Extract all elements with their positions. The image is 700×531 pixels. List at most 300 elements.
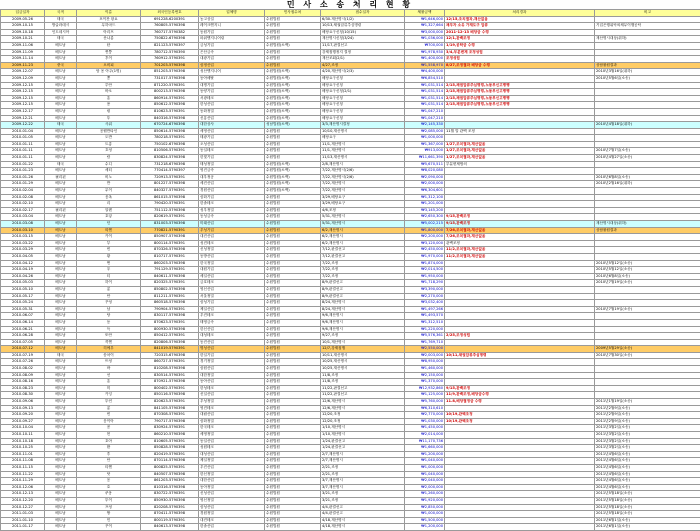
table-row[interactable]	[1, 260, 700, 267]
cell-date[interactable]: 2010-11-29	[1, 478, 45, 485]
cell-progress[interactable]: 3/4,부분변제 조정성립	[445, 49, 595, 56]
cell-progress[interactable]: 11/2,조치결과,재산없음	[445, 247, 595, 254]
cell-recv[interactable]: 1/10,재산명시	[321, 425, 405, 432]
cell-recv[interactable]: 1/10,재산명시	[321, 432, 405, 439]
cell-reg[interactable]: 840613-5790398	[141, 524, 199, 531]
cell-company[interactable]: 삼화정밀	[199, 418, 265, 425]
cell-nat[interactable]: 베트남	[45, 201, 77, 208]
cell-note[interactable]: 2011년5월18일(소송)	[595, 504, 700, 511]
cell-name[interactable]: 히에우	[77, 346, 141, 353]
column-header[interactable]: 업체명	[199, 10, 265, 17]
cell-progress[interactable]: 1/27,조치결과,재산없음	[445, 148, 595, 155]
cell-progress[interactable]	[445, 122, 595, 129]
table-row[interactable]	[1, 23, 700, 30]
cell-reg[interactable]: 720913-5790391	[141, 174, 199, 181]
table-row[interactable]	[1, 253, 700, 260]
cell-progress[interactable]: 채무자 소유 가재도구 압류	[445, 23, 595, 30]
cell-nat[interactable]: 베트남	[45, 392, 77, 399]
cell-recv[interactable]: 배당요구신청	[321, 102, 405, 109]
table-row[interactable]	[1, 300, 700, 307]
table-row[interactable]	[1, 517, 700, 524]
cell-date[interactable]: 2010-06-28	[1, 333, 45, 340]
cell-place[interactable]: 수원법원	[265, 504, 321, 511]
cell-recv[interactable]: 7/22,조정	[321, 273, 405, 280]
cell-note[interactable]	[595, 313, 700, 320]
column-header[interactable]: 민사접수처	[265, 10, 321, 17]
table-row[interactable]	[1, 352, 700, 359]
cell-reg[interactable]: 790904-5790391	[141, 306, 199, 313]
cell-note[interactable]: 2010년6월8일(소송)	[595, 273, 700, 280]
cell-recv[interactable]: 3/29,배당요구	[321, 194, 405, 201]
cell-recv[interactable]: 7/22,재산명시	[321, 181, 405, 188]
cell-recv[interactable]: 11/22,판결선고	[321, 392, 405, 399]
cell-progress[interactable]: 2/25,조정성립	[445, 333, 595, 340]
cell-company[interactable]: 레이크엔지니	[199, 23, 265, 30]
cell-nat[interactable]: 베트남	[45, 214, 77, 221]
cell-nat[interactable]: 베트남	[45, 359, 77, 366]
cell-amount[interactable]: ₩1,497,266	[405, 306, 445, 313]
cell-date[interactable]: 2009-10-18	[1, 29, 45, 36]
cell-company[interactable]: 세일산업	[199, 273, 265, 280]
cell-recv[interactable]: 2/8,재산명시	[321, 161, 405, 168]
cell-place[interactable]: 수원법원	[265, 366, 321, 373]
cell-name[interactable]: 끼엔	[77, 339, 141, 346]
cell-date[interactable]: 2010-08-23	[1, 385, 45, 392]
column-header[interactable]: 국적	[45, 10, 77, 17]
cell-nat[interactable]: 베트남	[45, 339, 77, 346]
cell-place[interactable]: 수원법원	[265, 306, 321, 313]
cell-name[interactable]: 탕	[77, 313, 141, 320]
cell-recv[interactable]: 6/2,재산명시	[321, 240, 405, 247]
cell-nat[interactable]: 베트남	[45, 412, 77, 419]
cell-nat[interactable]: 베트남	[45, 471, 77, 478]
cell-date[interactable]: 2010-09-27	[1, 418, 45, 425]
cell-company[interactable]: 서울정밀	[199, 293, 265, 300]
table-row[interactable]	[1, 108, 700, 115]
cell-date[interactable]: 2010-03-04	[1, 214, 45, 221]
cell-company[interactable]: 대한상사	[199, 122, 265, 129]
cell-name[interactable]: 안	[77, 458, 141, 465]
cell-place[interactable]: 수원법원	[265, 524, 321, 531]
cell-reg[interactable]: 791129-5790391	[141, 267, 199, 274]
cell-amount[interactable]: ₩1,660,000	[405, 445, 445, 452]
cell-reg[interactable]: 691228-6200391	[141, 16, 199, 23]
cell-name[interactable]: 바	[77, 366, 141, 373]
cell-amount[interactable]: ₩1,370,000	[405, 379, 445, 386]
cell-reg[interactable]: 830824-5790398	[141, 155, 199, 162]
cell-date[interactable]: 2010-08-09	[1, 372, 45, 379]
cell-nat[interactable]: 베트남	[45, 313, 77, 320]
cell-note[interactable]	[595, 293, 700, 300]
cell-recv[interactable]: 3/7,재산명시	[321, 478, 405, 485]
cell-note[interactable]	[595, 115, 700, 122]
cell-progress[interactable]	[445, 273, 595, 280]
cell-amount[interactable]: ₩1,031,514	[405, 102, 445, 109]
cell-company[interactable]: 한솔산업	[199, 524, 265, 531]
cell-nat[interactable]: 베트남	[45, 293, 77, 300]
cell-company[interactable]: 한빛기업	[199, 155, 265, 162]
cell-progress[interactable]: 2/15,채권압류추심명령,노동부신고병행	[445, 102, 595, 109]
column-header[interactable]: 처리경과	[445, 10, 595, 17]
cell-nat[interactable]: 베트남	[45, 366, 77, 373]
cell-reg[interactable]: 800930-5790398	[141, 326, 199, 333]
table-row[interactable]	[1, 214, 700, 221]
cell-progress[interactable]: 8/27,조정결과 배당금 수령	[445, 62, 595, 69]
table-row[interactable]	[1, 372, 700, 379]
cell-name[interactable]: 티	[77, 273, 141, 280]
cell-nat[interactable]: 태국	[45, 122, 77, 129]
cell-company[interactable]: 한일기업	[199, 352, 265, 359]
column-header[interactable]: 접수일자	[321, 10, 405, 17]
table-row[interactable]	[1, 168, 700, 175]
cell-name[interactable]: 롱	[77, 286, 141, 293]
cell-place[interactable]: 수원법원	[265, 319, 321, 326]
cell-date[interactable]: 2009-12-15	[1, 82, 45, 89]
cell-place[interactable]: 수원법원	[265, 128, 321, 135]
cell-recv[interactable]: 배당요구신청(2/1)	[321, 89, 405, 96]
cell-company[interactable]: 신일산업	[199, 392, 265, 399]
cell-note[interactable]	[595, 128, 700, 135]
cell-recv[interactable]: 11/22,판결선고	[321, 385, 405, 392]
cell-amount[interactable]: ₩2,270,000	[405, 293, 445, 300]
cell-reg[interactable]: 801227-5790398	[141, 181, 199, 188]
cell-amount[interactable]: ₩6,854,510	[405, 75, 445, 82]
cell-place[interactable]: 수원법원	[265, 471, 321, 478]
cell-amount[interactable]: ₩1,950,000	[405, 273, 445, 280]
cell-recv[interactable]: 8/24,재산명시	[321, 306, 405, 313]
cell-date[interactable]: 2010-02-10	[1, 201, 45, 208]
cell-company[interactable]: 세영정밀	[199, 432, 265, 439]
cell-progress[interactable]	[445, 194, 595, 201]
cell-amount[interactable]: ₩1,493,570	[405, 313, 445, 320]
cell-nat[interactable]: 베트남	[45, 234, 77, 241]
cell-name[interactable]: 딘	[77, 221, 141, 228]
cell-nat[interactable]: 베트남	[45, 306, 77, 313]
cell-date[interactable]: 2009-05-26	[1, 16, 45, 23]
cell-place[interactable]: 수원법원(소액)	[265, 181, 321, 188]
cell-reg[interactable]: 810623-5790391	[141, 108, 199, 115]
table-row[interactable]	[1, 221, 700, 228]
cell-company[interactable]: 동진산업	[199, 339, 265, 346]
cell-nat[interactable]: 베트남	[45, 168, 77, 175]
cell-progress[interactable]	[445, 438, 595, 445]
cell-nat[interactable]: 베트남	[45, 478, 77, 485]
cell-recv[interactable]: 9/6,재산명시	[321, 319, 405, 326]
table-row[interactable]	[1, 141, 700, 148]
cell-company[interactable]: 영진테크	[199, 405, 265, 412]
cell-progress[interactable]	[445, 188, 595, 195]
cell-place[interactable]: 수원법원	[265, 451, 321, 458]
cell-company[interactable]: 우성기업	[199, 227, 265, 234]
cell-nat[interactable]: 베트남	[45, 95, 77, 102]
cell-amount[interactable]: ₩1,367,000	[405, 141, 445, 148]
cell-name[interactable]: 탐 옹 아주(1명)	[77, 69, 141, 76]
cell-reg[interactable]: 870114-5790398	[141, 458, 199, 465]
cell-amount[interactable]: ₩1,978,930	[405, 49, 445, 56]
cell-company[interactable]: 한국테크	[199, 425, 265, 432]
cell-nat[interactable]: 베트남	[45, 484, 77, 491]
cell-reg[interactable]: 820325-5790391	[141, 280, 199, 287]
cell-date[interactable]: 2010-02-17	[1, 207, 45, 214]
cell-note[interactable]: 2011년6월1일(소송)	[595, 517, 700, 524]
table-row[interactable]	[1, 161, 700, 168]
cell-place[interactable]: 수원법원	[265, 379, 321, 386]
cell-name[interactable]: 흐엉	[77, 148, 141, 155]
cell-place[interactable]: 수원법원	[265, 399, 321, 406]
cell-date[interactable]: 2010-01-23	[1, 168, 45, 175]
cell-recv[interactable]: 배당요구신청(10/15)	[321, 29, 405, 36]
cell-progress[interactable]: 11.8,배당결정금 수령	[445, 399, 595, 406]
cell-recv[interactable]: 강제집행정지 결정	[321, 49, 405, 56]
cell-progress[interactable]: 12/15,조치결과,재산없음	[445, 16, 595, 23]
cell-place[interactable]: 수원법원(소액)	[265, 89, 321, 96]
cell-place[interactable]: 수원법원	[265, 497, 321, 504]
table-row[interactable]	[1, 339, 700, 346]
cell-amount[interactable]: ₩5,576,361	[405, 333, 445, 340]
cell-company[interactable]: 삼성산업	[199, 504, 265, 511]
cell-company[interactable]: 동일테크	[199, 148, 265, 155]
cell-progress[interactable]	[445, 326, 595, 333]
cell-date[interactable]: 2010-01-11	[1, 155, 45, 162]
cell-progress[interactable]	[445, 346, 595, 353]
cell-place[interactable]: 수원법원	[265, 49, 321, 56]
cell-amount[interactable]: ₩1,920,000	[405, 497, 445, 504]
cell-nat[interactable]: 베트남	[45, 108, 77, 115]
cell-date[interactable]: 2010-11-15	[1, 464, 45, 471]
cell-company[interactable]: 은산금속	[199, 49, 265, 56]
table-row[interactable]	[1, 148, 700, 155]
cell-note[interactable]: 2011년3월2일(소송)	[595, 432, 700, 439]
cell-reg[interactable]: 750102-6790398	[141, 141, 199, 148]
cell-name[interactable]: 오비피	[77, 62, 141, 69]
cell-nat[interactable]: 베트남	[45, 405, 77, 412]
cell-progress[interactable]	[445, 207, 595, 214]
cell-recv[interactable]: 1/24,판결선고	[321, 445, 405, 452]
cell-name[interactable]: 세티	[77, 168, 141, 175]
cell-note[interactable]	[595, 56, 700, 63]
cell-progress[interactable]: 1/19,공탁금 수령	[445, 42, 595, 49]
cell-nat[interactable]: 베트남	[45, 42, 77, 49]
cell-note[interactable]	[595, 201, 700, 208]
cell-place[interactable]: 수원법원	[265, 352, 321, 359]
cell-recv[interactable]: 11/1,재산명시	[321, 148, 405, 155]
cell-amount[interactable]: ₩1,040,000	[405, 458, 445, 465]
cell-date[interactable]: 2009-11-23	[1, 62, 45, 69]
table-row[interactable]	[1, 240, 700, 247]
cell-company[interactable]: 대광기업	[199, 56, 265, 63]
cell-nat[interactable]: 베트남	[45, 372, 77, 379]
cell-amount[interactable]: ₩2,200,000	[405, 234, 445, 241]
cell-company[interactable]: 영진금속	[199, 168, 265, 175]
cell-amount[interactable]: ₩1,718,290	[405, 280, 445, 287]
cell-company[interactable]: 동성금속	[199, 214, 265, 221]
cell-note[interactable]	[595, 247, 700, 254]
cell-amount[interactable]: ₩2,150,000	[405, 372, 445, 379]
cell-date[interactable]: 2010-01-26	[1, 174, 45, 181]
cell-note[interactable]	[595, 95, 700, 102]
cell-company[interactable]: 대원기업	[199, 267, 265, 274]
cell-date[interactable]: 2010-08-16	[1, 379, 45, 386]
cell-recv[interactable]: 12/20,조정	[321, 418, 405, 425]
cell-name[interactable]: 아리프	[77, 29, 141, 36]
cell-note[interactable]: 2011년2월9일(소송)	[595, 412, 700, 419]
cell-place[interactable]: 수원법원(소액)	[265, 75, 321, 82]
cell-nat[interactable]: 베트남	[45, 491, 77, 498]
cell-place[interactable]: 수원법원	[265, 412, 321, 419]
cell-reg[interactable]: 820623-5790391	[141, 399, 199, 406]
cell-place[interactable]: 수원법원	[265, 511, 321, 518]
cell-place[interactable]: 수원법원(소액)	[265, 102, 321, 109]
cell-amount[interactable]: ₩3,390,000	[405, 286, 445, 293]
cell-date[interactable]: 2010-04-05	[1, 253, 45, 260]
cell-company[interactable]: 대성산업	[199, 451, 265, 458]
cell-reg[interactable]: 800114-5790391	[141, 240, 199, 247]
cell-date[interactable]: 2010-03-08	[1, 221, 45, 228]
cell-name[interactable]: 흥	[77, 379, 141, 386]
cell-company[interactable]: 삼원산업	[199, 366, 265, 373]
cell-reg[interactable]: 850412-5790391	[141, 333, 199, 340]
cell-company[interactable]: 세영산업	[199, 128, 265, 135]
cell-company[interactable]: 한신정밀	[199, 471, 265, 478]
cell-reg[interactable]: 841105-5790398	[141, 405, 199, 412]
cell-name[interactable]: 탄	[77, 42, 141, 49]
cell-recv[interactable]: 7/22,재산명시(2/6)	[321, 174, 405, 181]
cell-progress[interactable]	[445, 451, 595, 458]
cell-progress[interactable]: 관백조정	[445, 240, 595, 247]
cell-note[interactable]: 2010년4월27일(소송)	[595, 155, 700, 162]
cell-reg[interactable]: 860518-5790398	[141, 300, 199, 307]
cell-note[interactable]: 2010년5월6일(소송)	[595, 75, 700, 82]
cell-reg[interactable]: 800213-5790398	[141, 89, 199, 96]
cell-name[interactable]: 민	[77, 517, 141, 524]
cell-recv[interactable]: 11/8,조정	[321, 379, 405, 386]
cell-nat[interactable]: 베트남	[45, 227, 77, 234]
cell-nat[interactable]: 베트남	[45, 240, 77, 247]
cell-date[interactable]: 2010-07-19	[1, 352, 45, 359]
cell-nat[interactable]: 베트남	[45, 82, 77, 89]
cell-name[interactable]: 도반	[77, 135, 141, 142]
cell-place[interactable]: 수원법원	[265, 267, 321, 274]
cell-progress[interactable]	[445, 267, 595, 274]
cell-amount[interactable]: ₩1,500,000	[405, 517, 445, 524]
cell-note[interactable]: 2011년5월18일(소송)	[595, 491, 700, 498]
cell-reg[interactable]: 790717-5790398	[141, 418, 199, 425]
cell-nat[interactable]: 베트남	[45, 89, 77, 96]
cell-name[interactable]: 찐쭝	[77, 49, 141, 56]
cell-name[interactable]: 산나롱	[77, 36, 141, 43]
cell-name[interactable]: 바오	[77, 89, 141, 96]
cell-recv[interactable]: 12/6,재산명시	[321, 399, 405, 406]
cell-date[interactable]: 2010-05-24	[1, 300, 45, 307]
cell-progress[interactable]	[445, 517, 595, 524]
cell-company[interactable]: 대진산업	[199, 234, 265, 241]
cell-date[interactable]: 2010-12-06	[1, 484, 45, 491]
cell-amount[interactable]: ₩1,000,000	[405, 464, 445, 471]
cell-reg[interactable]: 790420-5790391	[141, 201, 199, 208]
column-header[interactable]: 비고	[595, 10, 700, 17]
cell-date[interactable]: 2010-05-31	[1, 306, 45, 313]
table-row[interactable]	[1, 379, 700, 386]
cell-reg[interactable]: 770414-5790397	[141, 168, 199, 175]
cell-reg[interactable]: 871220-5790391	[141, 82, 199, 89]
cell-date[interactable]: 2010-02-08	[1, 194, 45, 201]
cell-amount[interactable]: ₩3,120,000	[405, 240, 445, 247]
table-row[interactable]	[1, 273, 700, 280]
cell-date[interactable]: 2010-11-22	[1, 471, 45, 478]
cell-nat[interactable]: 베트남	[45, 445, 77, 452]
cell-nat[interactable]: 베트남	[45, 326, 77, 333]
cell-amount[interactable]: ₩12,932,860	[405, 385, 445, 392]
cell-name[interactable]: 동	[77, 319, 141, 326]
cell-company[interactable]: 한솔테크	[199, 201, 265, 208]
cell-nat[interactable]: 베트남	[45, 280, 77, 287]
cell-recv[interactable]: 7/12,판결선고	[321, 247, 405, 254]
cell-company[interactable]: 동양기업	[199, 89, 265, 96]
cell-place[interactable]: 수원법원	[265, 445, 321, 452]
cell-place[interactable]: 수원법원	[265, 326, 321, 333]
cell-date[interactable]: 2010-06-07	[1, 313, 45, 320]
table-row[interactable]	[1, 306, 700, 313]
cell-recv[interactable]: 8/9,판결선고	[321, 280, 405, 287]
cell-name[interactable]: 꾸이	[77, 524, 141, 531]
cell-progress[interactable]	[445, 168, 595, 175]
cell-amount[interactable]: ₩5,670,511	[405, 161, 445, 168]
cell-name[interactable]: 빈	[77, 247, 141, 254]
cell-place[interactable]: 수원법원	[265, 491, 321, 498]
cell-progress[interactable]: 2/15,채권압류추심명령,노동부신고병행	[445, 82, 595, 89]
cell-nat[interactable]: 베트남	[45, 128, 77, 135]
cell-reg[interactable]: 830722-5790391	[141, 491, 199, 498]
cell-amount[interactable]: ₩2,550,000	[405, 346, 445, 353]
table-row[interactable]	[1, 82, 700, 89]
cell-amount[interactable]: ₩1,200,000	[405, 451, 445, 458]
cell-name[interactable]: 꾸엉	[77, 300, 141, 307]
cell-company[interactable]: 신흥산업	[199, 115, 265, 122]
cell-name[interactable]: 리	[77, 201, 141, 208]
cell-date[interactable]: 2010-02-04	[1, 188, 45, 195]
cell-recv[interactable]: 재산명시신청(3/24)	[321, 36, 405, 43]
cell-amount[interactable]: ₩1,970,000	[405, 253, 445, 260]
cell-company[interactable]: 경원정밀	[199, 511, 265, 518]
table-row[interactable]	[1, 194, 700, 201]
cell-company[interactable]: 동아메탈	[199, 75, 265, 82]
table-row[interactable]	[1, 313, 700, 320]
cell-reg[interactable]: 830514-5790391	[141, 372, 199, 379]
cell-reg[interactable]: 861015-5790398	[141, 194, 199, 201]
cell-date[interactable]: 2010-12-20	[1, 497, 45, 504]
cell-name[interactable]: 띠엔	[77, 227, 141, 234]
cell-note[interactable]: 2011년4월6일(소송)	[595, 464, 700, 471]
cell-nat[interactable]: 베트남	[45, 300, 77, 307]
cell-date[interactable]: 2010-03-22	[1, 240, 45, 247]
cell-note[interactable]	[595, 82, 700, 89]
cell-note[interactable]	[595, 333, 700, 340]
cell-company[interactable]: 한성테크	[199, 385, 265, 392]
cell-reg[interactable]: 720315-6790398	[141, 352, 199, 359]
cell-amount[interactable]: ₩8,950,000	[405, 359, 445, 366]
cell-company[interactable]: 동아정밀	[199, 484, 265, 491]
cell-note[interactable]: 2011년3월2일(소송)	[595, 445, 700, 452]
cell-name[interactable]: 띤	[77, 432, 141, 439]
cell-reg[interactable]: 851203-5790398	[141, 69, 199, 76]
table-row[interactable]	[1, 122, 700, 129]
cell-date[interactable]: 2010-07-26	[1, 359, 45, 366]
cell-date[interactable]: 2009-12-17	[1, 108, 45, 115]
cell-company[interactable]: 영신산업	[199, 286, 265, 293]
cell-reg[interactable]: 810605-5790391	[141, 438, 199, 445]
cell-place[interactable]: 수원법원(소액)	[265, 108, 321, 115]
cell-reg[interactable]: 870623-5790391	[141, 319, 199, 326]
